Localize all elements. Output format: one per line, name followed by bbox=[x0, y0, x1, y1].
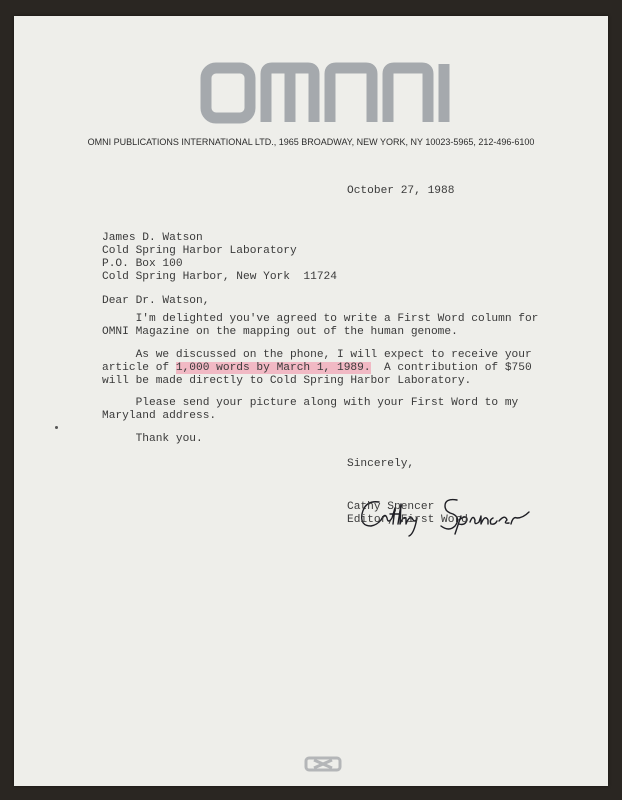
letterhead-address: OMNI PUBLICATIONS INTERNATIONAL LTD., 1965 BROADWAY, NEW YORK, NY 10023-5965, 212-496-6100 bbox=[87, 137, 535, 147]
thank-you: Thank you. bbox=[102, 433, 203, 445]
paragraph-3-line-2: Maryland address. bbox=[102, 410, 217, 422]
paragraph-1-line-2: OMNI Magazine on the mapping out of the human genome. bbox=[102, 326, 458, 338]
salutation: Dear Dr. Watson, bbox=[102, 295, 210, 307]
stray-ink-mark bbox=[55, 426, 58, 429]
recipient-name: James D. Watson bbox=[102, 232, 203, 244]
highlighted-deadline: 1,000 words by March 1, 1989. bbox=[175, 362, 371, 374]
recipient-organization: Cold Spring Harbor Laboratory bbox=[102, 245, 297, 257]
paragraph-3-line-1: Please send your picture along with your First Word to my bbox=[102, 397, 519, 409]
recipient-po-box: P.O. Box 100 bbox=[102, 258, 183, 270]
paragraph-2-line-3: will be made directly to Cold Spring Harbor Laboratory. bbox=[102, 375, 472, 387]
signer-name: Cathy Spencer bbox=[347, 501, 435, 513]
closing: Sincerely, bbox=[347, 458, 415, 470]
letter-date: October 27, 1988 bbox=[347, 185, 455, 197]
signer-title: Editor, First Word bbox=[347, 514, 468, 526]
paragraph-1-line-1: I'm delighted you've agreed to write a First Word column for bbox=[102, 313, 539, 325]
text-after-highlight: A contribution of $750 bbox=[370, 362, 532, 374]
text-before-highlight: article of bbox=[102, 362, 176, 374]
paragraph-2-line-1: As we discussed on the phone, I will expect to receive your bbox=[102, 349, 532, 361]
recipient-city: Cold Spring Harbor, New York 11724 bbox=[102, 271, 337, 283]
letter-page bbox=[14, 16, 608, 786]
paragraph-2-line-2 bbox=[102, 362, 532, 375]
omni-logo bbox=[200, 58, 456, 128]
omni-footer-emblem bbox=[304, 756, 342, 772]
